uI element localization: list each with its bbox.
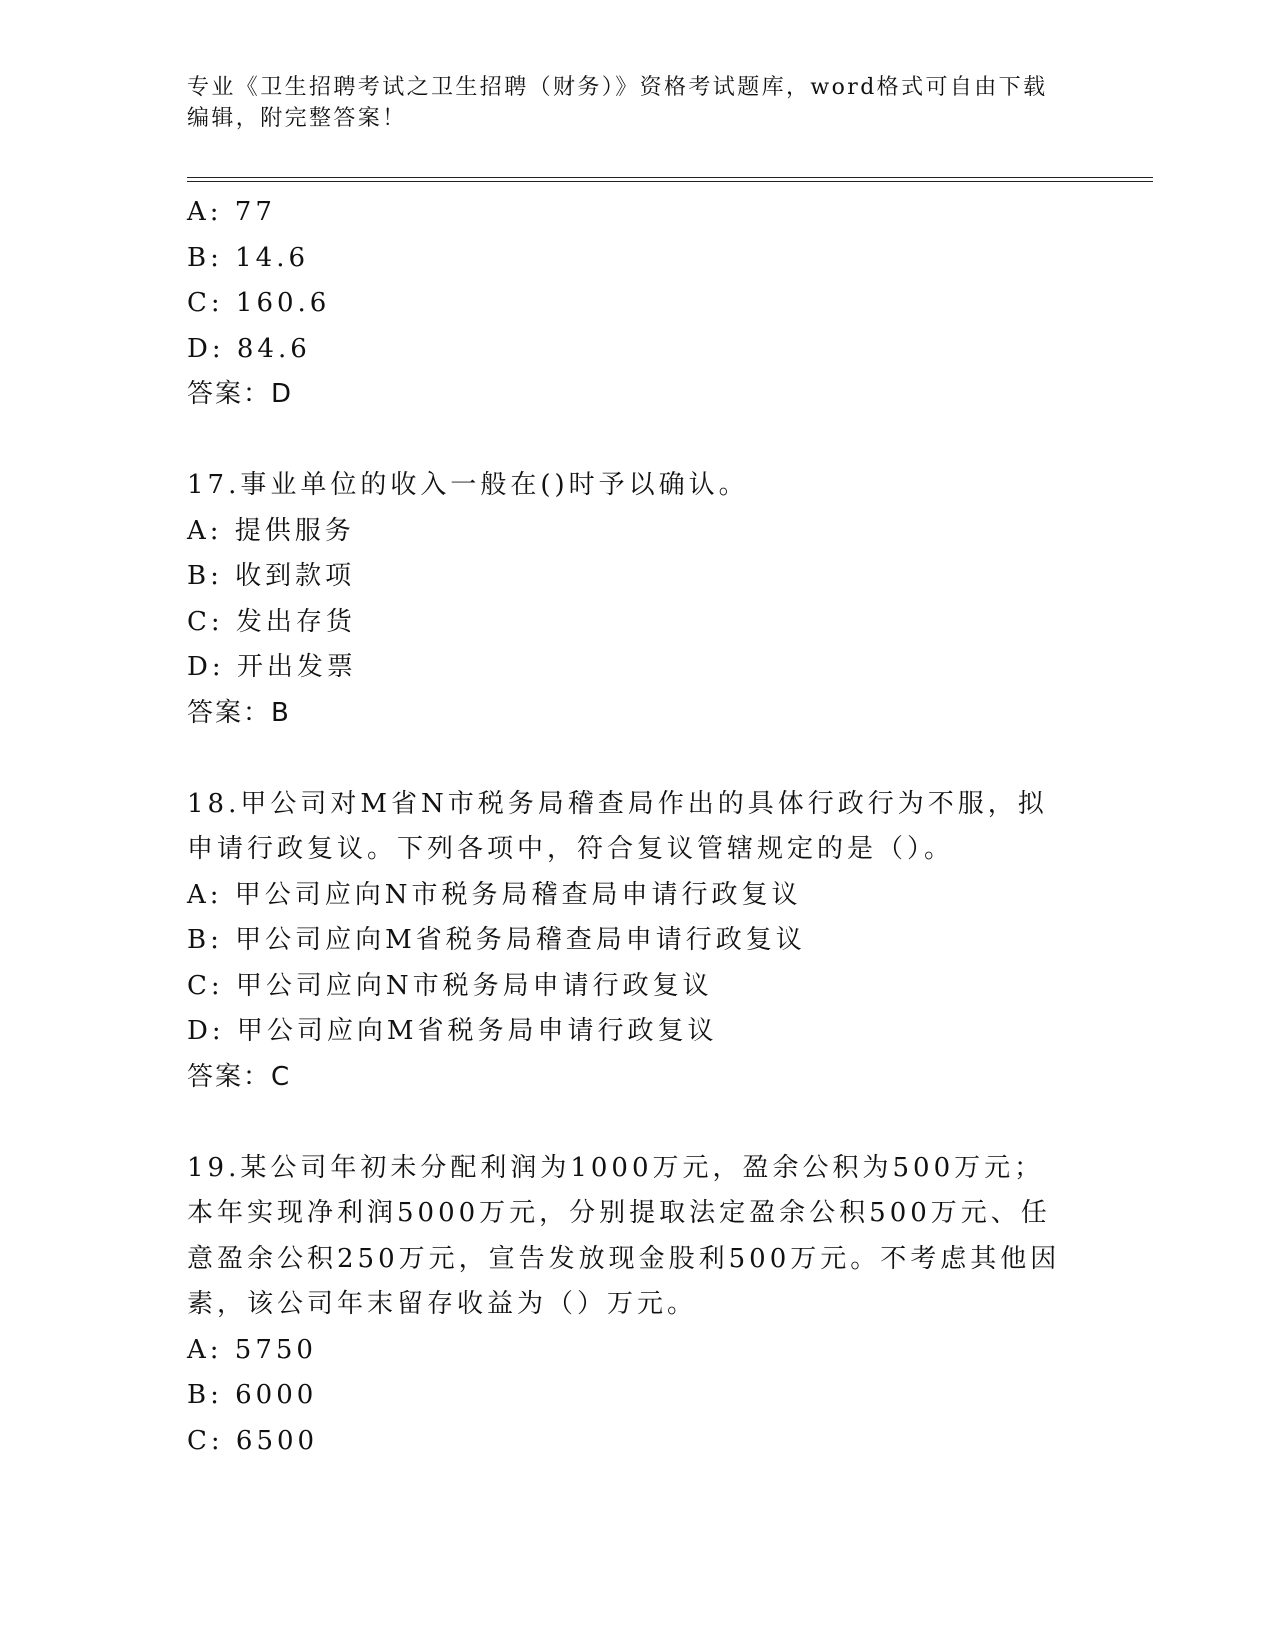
option-d: D: 84.6	[187, 333, 311, 364]
header-divider-top	[187, 177, 1153, 178]
document-header: 专业《卫生招聘考试之卫生招聘（财务）》资格考试题库，word格式可自由下载编辑，附完整答案！	[187, 75, 1048, 131]
option-c: C: 甲公司应向N市税务局申请行政复议	[187, 970, 713, 1001]
answer-label: 答案：B	[187, 697, 291, 728]
option-d: D: 甲公司应向M省税务局申请行政复议	[187, 1016, 718, 1046]
option-c: C: 160.6	[187, 288, 331, 318]
option-b: B: 收到款项	[187, 561, 356, 591]
question-19	[187, 1146, 1067, 1465]
question-stem: 18.甲公司对M省N市税务局稽查局作出的具体行政行为不服，拟申请行政复议。下列各项中，符合复议管辖规定的是（）。	[187, 788, 1048, 864]
question-16	[187, 190, 1067, 418]
option-b: B: 6000	[187, 1380, 318, 1410]
question-stem: 17.事业单位的收入一般在()时予以确认。	[187, 470, 749, 500]
option-a: A: 5750	[187, 1334, 317, 1365]
option-c: C: 6500	[187, 1425, 319, 1456]
option-b: B: 14.6	[187, 242, 310, 273]
question-17	[187, 463, 1067, 736]
option-b: B: 甲公司应向M省税务局稽查局申请行政复议	[187, 925, 806, 955]
answer-label: 答案：D	[187, 379, 294, 409]
answer-label: 答案：C	[187, 1061, 292, 1092]
question-18	[187, 782, 1067, 1101]
header-divider-bottom	[187, 181, 1153, 182]
question-stem: 19.某公司年初未分配利润为1000万元，盈余公积为500万元；本年实现净利润5000万元，分别提取法定盈余公积500万元、任意盈余公积250万元，宣告发放现金股利500万元。不考虑其他因素，该公司年末留存收益为（）万元。	[187, 1152, 1061, 1319]
option-a: A: 甲公司应向N市税务局稽查局申请行政复议	[187, 879, 802, 910]
option-a: A: 77	[187, 197, 276, 227]
option-d: D: 开出发票	[187, 652, 357, 682]
option-c: C: 发出存货	[187, 606, 356, 637]
option-a: A: 提供服务	[187, 515, 355, 546]
question-list	[187, 190, 1067, 1464]
